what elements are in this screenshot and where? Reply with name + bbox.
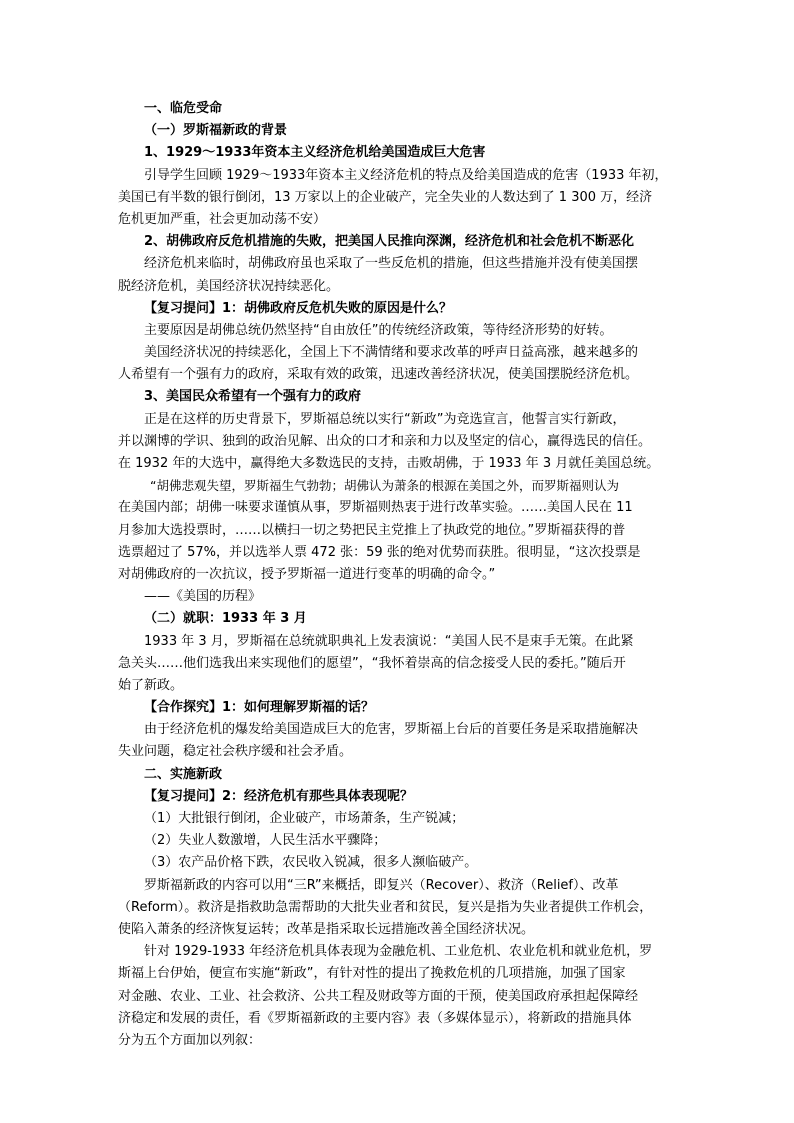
heading-line: 3、美国民众希望有一个强有力的政府 <box>144 389 362 405</box>
text-line: 美国经济状况的持续恶化，全国上下不满情绪和要求改革的呼声日益高涨，越来越多的 <box>144 345 639 361</box>
text-line: （Reform）。救济是指救助急需帮助的大批失业者和贫民，复兴是指为失业者提供工作机会， <box>118 899 653 915</box>
text-line: “胡佛悲观失望，罗斯福生气勃勃；胡佛认为萧条的根源在美国之外，而罗斯福则认为 <box>150 478 619 494</box>
text-line: （1）大批银行倒闭，企业破产，市场萧条，生产锐减； <box>144 811 465 826</box>
heading-line: 【复习提问】1：胡佛政府反危机失败的原因是什么？ <box>144 300 453 316</box>
text-line: 始了新政。 <box>118 677 184 693</box>
text-line: （2）失业人数激增，人民生活水平骤降； <box>144 833 387 849</box>
heading-line: 【复习提问】2：经济危机有那些具体表现呢？ <box>144 788 414 804</box>
text-line: 分为五个方面加以列叙： <box>118 1032 262 1048</box>
text-line: 对胡佛政府的一次抗议，授予罗斯福一道进行变革的明确的命令。” <box>118 566 496 582</box>
text-line: 使陷入萧条的经济恢复运转；改革是指采取长远措施改善全国经济状况。 <box>118 921 535 937</box>
text-line: 1933 年 3 月，罗斯福在总统就职典礼上发表演说：“美国人民不是束手无策。在此紧 <box>144 633 634 649</box>
heading-line: 二、实施新政 <box>144 766 223 782</box>
text-line: 由于经济危机的爆发给美国造成巨大的危害，罗斯福上台后的首要任务是采取措施解决 <box>144 722 639 738</box>
text-line: 危机更加严重，社会更加动荡不安） <box>118 211 327 227</box>
text-line: 引导学生回顾 1929～1933年资本主义经济危机的特点及给美国造成的危害（1933 年初， <box>144 167 668 183</box>
text-line: 经济危机来临时，胡佛政府虽也采取了一些反危机的措施，但这些措施并没有使美国摆 <box>144 256 639 272</box>
text-line: 罗斯福新政的内容可以用“三R”来概括，即复兴（Recover）、救济（Relief）、改革 <box>144 877 619 893</box>
text-line: （3）农产品价格下跌，农民收入锐减，很多人濒临破产。 <box>144 855 478 871</box>
text-line: 并以渊博的学识、独到的政治见解、出众的口才和亲和力以及坚定的信心，赢得选民的信任。 <box>118 433 652 449</box>
text-line: 在美国内部；胡佛一味要求谨慎从事，罗斯福则热衷于进行改革实验。……美国人民在 11 <box>118 500 633 516</box>
text-line: 济稳定和发展的责任，看《罗斯福新政的主要内容》表（多媒体显示），将新政的措施具体 <box>118 1010 632 1026</box>
text-line: 脱经济危机，美国经济状况持续恶化。 <box>118 278 340 294</box>
text-line: 美国已有半数的银行倒闭，13 万家以上的企业破产，完全失业的人数达到了 1 300 万，经济 <box>118 189 653 205</box>
text-line: 主要原因是胡佛总统仍然坚持“自由放任”的传统经济政策，等待经济形势的好转。 <box>144 322 613 338</box>
heading-line: 2、胡佛政府反危机措施的失败，把美国人民推向深渊，经济危机和社会危机不断恶化 <box>144 234 635 250</box>
heading-line: 【合作探究】1：如何理解罗斯福的话？ <box>144 700 375 716</box>
text-line: 人希望有一个强有力的政府，采取有效的政策，迅速改善经济状况，使美国摆脱经济危机。 <box>118 367 639 383</box>
text-line: 正是在这样的历史背景下，罗斯福总统以实行“新政”为竞选宣言，他誓言实行新政， <box>144 411 626 427</box>
text-line: 斯福上台伊始，便宣布实施“新政”，有针对性的提出了挽救危机的几项措施，加强了国家 <box>118 966 626 982</box>
text-line: 对金融、农业、工业、社会救济、公共工程及财政等方面的干预，使美国政府承担起保障经 <box>118 988 639 1004</box>
heading-line: 一、临危受命 <box>144 101 223 116</box>
text-line: ——《美国的历程》 <box>144 589 262 605</box>
text-line: 月参加大选投票时，……以横扫一切之势把民主党推上了执政党的地位。”罗斯福获得的普 <box>118 522 626 538</box>
text-line: 急关头……他们选我出来实现他们的愿望”，“我怀着崇高的信念接受人民的委托。”随后开 <box>118 655 626 671</box>
document-page <box>118 98 678 1052</box>
heading-line: （二）就职：1933 年 3 月 <box>144 611 307 627</box>
text-line: 选票超过了 57%，并以选举人票 472 张：59 张的绝对优势而获胜。很明显，“这次投票是 <box>118 544 641 560</box>
text-line: 在 1932 年的大选中，赢得绝大多数选民的支持，击败胡佛，于 1933 年 3 月就任美国总统。 <box>118 456 660 471</box>
heading-line: （一）罗斯福新政的背景 <box>144 123 288 139</box>
text-line: 失业问题，稳定社会秩序缓和社会矛盾。 <box>118 744 353 760</box>
text-line: 针对 1929-1933 年经济危机具体表现为金融危机、工业危机、农业危机和就业危机，罗 <box>144 944 653 960</box>
heading-line: 1、1929～1933年资本主义经济危机给美国造成巨大危害 <box>144 145 486 161</box>
